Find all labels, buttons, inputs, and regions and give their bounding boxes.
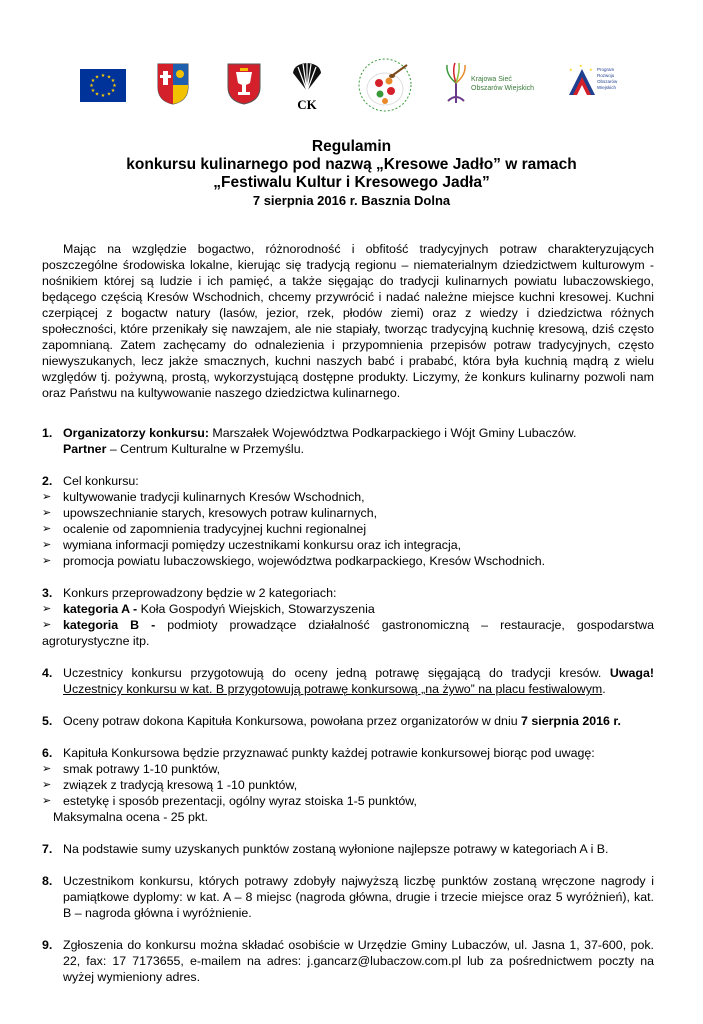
list-item: ➢ upowszechnianie starych, kresowych potraw kulinarnych, (42, 506, 378, 520)
organizers-text: Marszałek Województwa Podkarpackiego i Wójt Gminy Lubaczów. (208, 426, 577, 440)
live-cooking-note: Uczestnicy konkursu w kat. B przygotowują potrawę konkursową „na żywo” na placu festiwalowym (63, 682, 603, 696)
svg-text:★: ★ (110, 88, 116, 94)
prow-line1: Program (597, 67, 615, 72)
arrow-bullet-icon: ➢ (42, 779, 52, 791)
list-item: ➢ wymiana informacji pomiędzy uczestnikami konkursu oraz ich integracja, (42, 538, 462, 552)
prow-line3: Obszarów (597, 79, 618, 84)
section-number: 9. (42, 938, 53, 952)
svg-text:★: ★ (90, 78, 96, 84)
ksow-plant-icon (443, 61, 469, 105)
section-1 (42, 425, 654, 457)
arrow-bullet-icon: ➢ (42, 507, 52, 519)
arrow-bullet-icon: ➢ (42, 491, 52, 503)
section-number: 3. (42, 586, 53, 600)
section-number: 5. (42, 714, 53, 728)
section-2 (42, 473, 654, 569)
section-6 (42, 745, 654, 825)
document-title (0, 138, 703, 209)
svg-text:★: ★ (100, 93, 106, 99)
eu-flag-logo (80, 69, 126, 102)
svg-text:★: ★ (106, 91, 112, 98)
ck-centrum-kulturalne-logo (290, 61, 324, 112)
title-line-2: konkursu kulinarnego pod nazwą „Kresowe Jadło” w ramach (126, 156, 577, 173)
prow-program-rozwoju-logo (567, 61, 631, 107)
svg-text:★: ★ (110, 78, 116, 84)
section-number: 4. (42, 666, 53, 680)
prow-emblem-icon (567, 65, 597, 101)
list-item: ➢ kategoria A - Koła Gospodyń Wiejskich, Stowarzyszenia (42, 602, 375, 616)
svg-text:★: ★ (579, 65, 583, 68)
section-8: 8. Uczestnikom konkursu, których potrawy zdobyły najwyższą liczbę punktów zostaną wręczone nagrody i pamiątkowe dyplomy: w kat. A – 8 miejsc (nagroda główna, drugie i trzecie miejsce oraz 5 wyróżnień), kat. B – nagroda główna i wyróżnienie. (42, 874, 654, 920)
section-number: 6. (42, 746, 53, 760)
ck-label: CK (297, 97, 317, 112)
svg-text:★: ★ (89, 83, 94, 89)
svg-text:★: ★ (589, 67, 593, 72)
svg-text:★: ★ (112, 83, 117, 89)
ksow-line2: Obszarów Wiejskich (471, 85, 535, 92)
document-body (42, 241, 654, 985)
list-item: ➢ kategoria B - podmioty prowadzące działalność gastronomiczną – restauracje, gospodarstwa agroturystyczne itp. (42, 617, 654, 649)
prow-line2: Rozwoju (597, 73, 615, 78)
list-item: ➢ ocalenie od zapomnienia tradycyjnej kuchni regionalnej (42, 522, 367, 536)
jury-date: 7 sierpnia 2016 r. (521, 714, 621, 728)
partner-text: – Centrum Kulturalne w Przemyślu. (106, 442, 305, 456)
prow-line4: Wiejskich (597, 85, 617, 90)
section-3 (42, 585, 654, 649)
goals-heading: Cel konkursu: (63, 474, 139, 488)
logo-strip (70, 55, 640, 115)
criteria-heading: Kapituła Konkursowa będzie przyznawać punkty każdej potrawie konkursowej biorąc pod uwagę: (63, 746, 595, 760)
section-number: 7. (42, 842, 53, 856)
arrow-bullet-icon: ➢ (42, 523, 52, 535)
arrow-bullet-icon: ➢ (42, 763, 52, 775)
title-line-1: Regulamin (311, 138, 392, 155)
list-item: ➢ kultywowanie tradycji kulinarnych Kresów Wschodnich, (42, 490, 365, 504)
intro-paragraph: Mając na względzie bogactwo, różnorodność i obfitość tradycyjnych potraw charakteryzujących poszczególne środowiska lokalne, kierując się tradycją regionu – niematerialnym dziedzictwem kulturowym - nośnikiem której są ludzie i ich pamięć, a także sięgając do tradycji kulinarnych powiatu lubaczowskiego, będącego częścią Kresów Wschodnich, chcemy przywrócić i nadać należne miejsce kuchni kresowej. Kuchni czerpiącej z bogactw natury (lasów, jezior, rzek, płodów ziemi) oraz z wiedzy i dziedzictwa różnych społeczności, które przenikały się nawzajem, ale nie stapiały, tworząc tradycyjną kuchnię kresową, dziś często zapomnianą. Zatem zachęcamy do odnalezienia i przypomnienia przepisów potraw tradycyjnych, często niewyszukanych, lecz jakże smacznych, kuchni naszych babć i prababć, która była kuchnią mądrą z wielu względów tj. pożywną, prostą, wykorzystującą dostępne produkty. Liczymy, że konkurs kulinarny pozwoli nam oraz Państwu na kultywowanie naszego dziedzictwa kulinarnego. (42, 242, 654, 400)
arrow-bullet-icon: ➢ (42, 603, 52, 615)
podkarpackie-coat-of-arms-logo (157, 63, 189, 105)
kresowe-jadlo-logo (353, 55, 413, 113)
title-line-3: „Festiwalu Kultur i Kresowego Jadła” (213, 174, 490, 191)
title-date: 7 sierpnia 2016 r. Basznia Dolna (252, 193, 451, 208)
section-5: 5. Oceny potraw dokona Kapituła Konkursowa, powołana przez organizatorów w dniu 7 sierpnia 2016 r. (42, 714, 621, 728)
arrow-bullet-icon: ➢ (42, 539, 52, 551)
section-number: 1. (42, 426, 53, 440)
list-item: ➢ związek z tradycją kresową 1 -10 punktów, (42, 778, 298, 792)
section-9: 9. Zgłoszenia do konkursu można składać osobiście w Urzędzie Gminy Lubaczów, ul. Jasna 1, 37-600, pok. 22, fax: 17 7173655, e-mailem na adres: j.gancarz@lubaczow.com.pl lub za pośrednictwem poczty na wyżej wymieniony adres. (42, 938, 654, 984)
lubaczow-coat-of-arms-logo (227, 63, 261, 105)
list-item: ➢ estetykę i sposób prezentacji, ogólny wyraz stoiska 1-5 punktów, (42, 794, 418, 808)
section-4: 4. Uczestnicy konkursu przygotowują do oceny jedną potrawę sięgającą do tradycji kresów. Uwaga! Uczestnicy konkursu w kat. B przygotowują potrawę konkursową „na żywo” na placu festiwalowym. (42, 666, 654, 696)
max-score: Maksymalna ocena - 25 pkt. (53, 810, 208, 824)
svg-text:★: ★ (94, 91, 100, 98)
ksow-line1: Krajowa Sieć (471, 76, 512, 83)
shell-icon (290, 61, 324, 93)
section-7: 7. Na podstawie sumy uzyskanych punktów zostaną wyłonione najlepsze potrawy w kategoriach A i B. (42, 842, 609, 856)
section-number: 8. (42, 874, 53, 888)
section-number: 2. (42, 474, 53, 488)
uwaga-label: Uwaga! (609, 666, 654, 680)
categories-heading: Konkurs przeprowadzony będzie w 2 kategoriach: (63, 586, 337, 600)
svg-text:★: ★ (90, 88, 96, 94)
svg-text:★: ★ (100, 73, 106, 79)
partner-label: Partner (63, 442, 107, 456)
svg-text:★: ★ (94, 74, 100, 81)
list-item: ➢ promocja powiatu lubaczowskiego, województwa podkarpackiego, Kresów Wschodnich. (42, 554, 546, 568)
svg-text:★: ★ (569, 67, 573, 72)
arrow-bullet-icon: ➢ (42, 795, 52, 807)
arrow-bullet-icon: ➢ (42, 619, 52, 631)
list-item: ➢ smak potrawy 1-10 punktów, (42, 762, 221, 776)
organizers-label: Organizatorzy konkursu: (63, 426, 209, 440)
ksow-krajowa-siec-logo (443, 59, 543, 107)
arrow-bullet-icon: ➢ (42, 555, 52, 567)
svg-text:★: ★ (106, 74, 112, 81)
